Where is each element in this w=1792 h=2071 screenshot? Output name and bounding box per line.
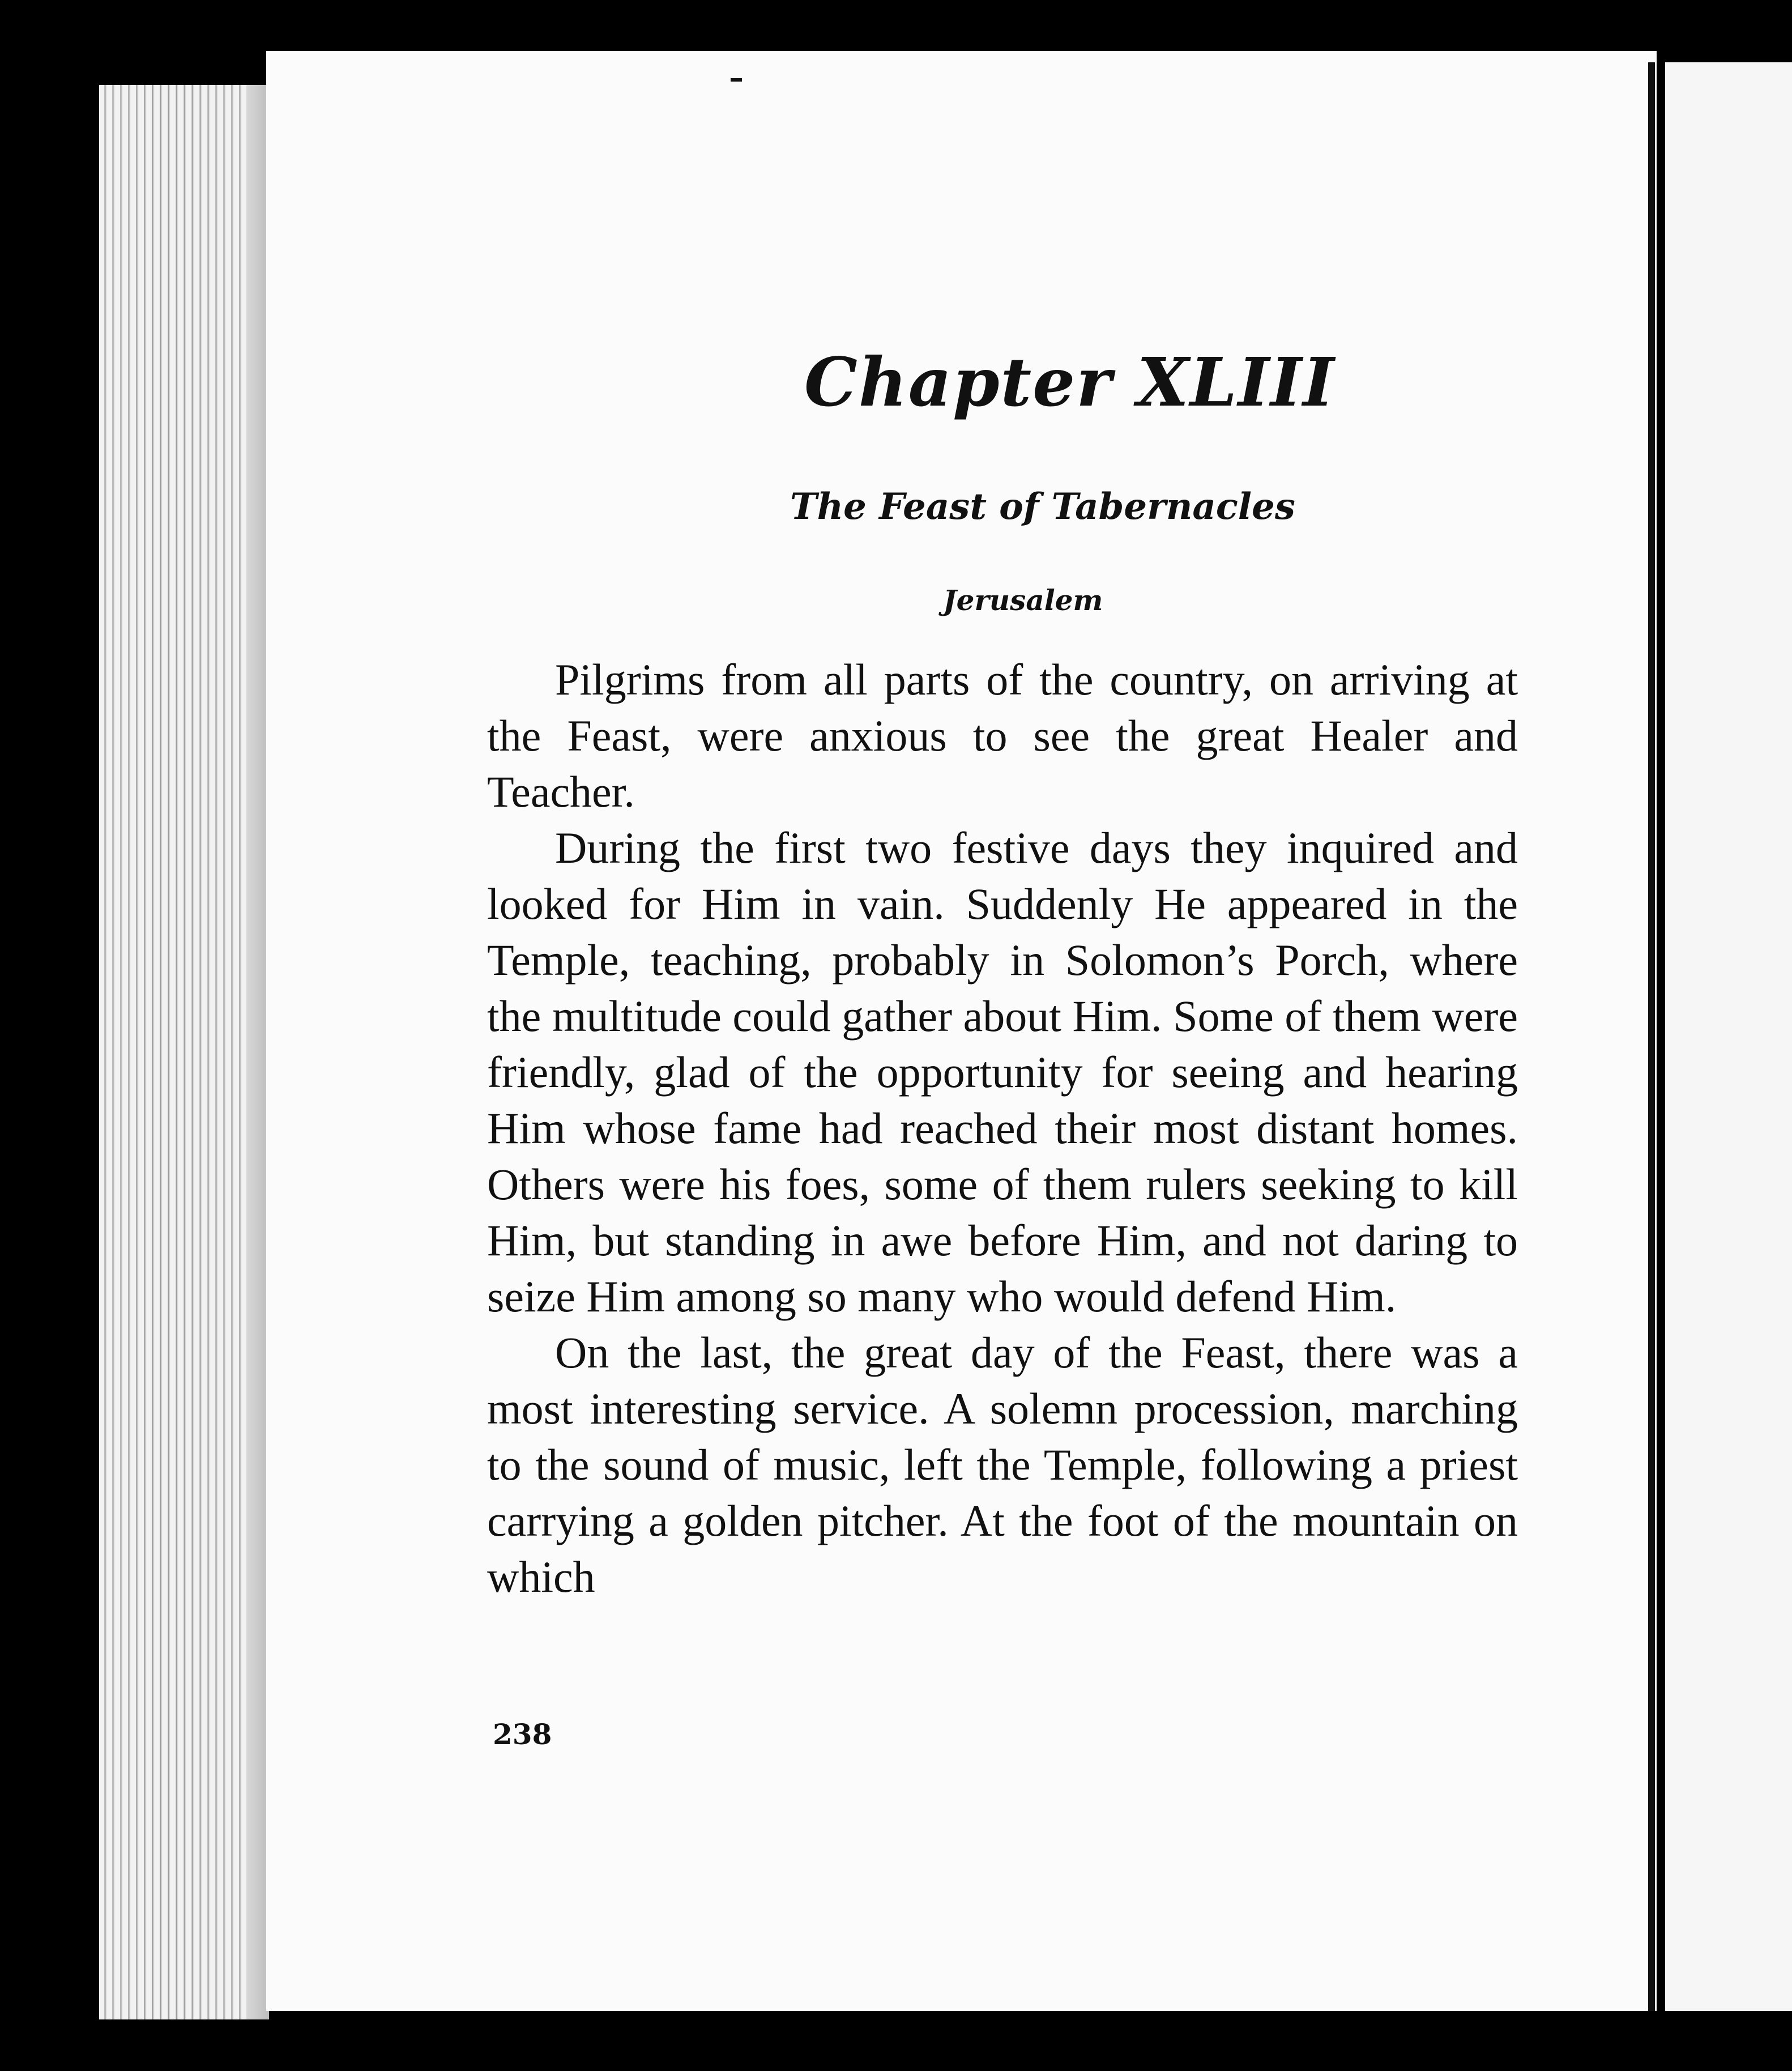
chapter-subtitle: The Feast of Tabernacles bbox=[790, 485, 1295, 528]
body-text bbox=[487, 651, 1518, 1605]
chapter-title: Chapter XLIII bbox=[804, 343, 1336, 421]
page-number: 238 bbox=[493, 1718, 552, 1751]
facing-page-edge bbox=[1665, 62, 1792, 2011]
paragraph: Pilgrims from all parts of the country, on arriving at the Feast, were anxious to see the great Healer and Teacher. bbox=[487, 655, 1518, 816]
gutter-line bbox=[1648, 62, 1655, 2011]
page-edges bbox=[99, 85, 269, 2019]
chapter-location: Jerusalem bbox=[943, 583, 1103, 617]
paragraph: During the first two festive days they inquired and looked for Him in vain. Suddenly He appeared in the Temple, teaching, probably in Solomon’s Porch, where the multitude could gather about Him. Some of them were friendly, glad of the opportunity for seeing and hearing Him whose fame had reached their most distant homes. Others were his foes, some of them rulers seeking to kill Him, but standing in awe before Him, and not daring to seize Him among so many who would defend Him. bbox=[487, 823, 1518, 1321]
print-mark bbox=[731, 78, 742, 82]
paragraph: On the last, the great day of the Feast, there was a most interesting service. A solemn procession, marching to the sound of music, left the Temple, following a priest carrying a golden pitcher. At the foot of the mountain on which bbox=[487, 1328, 1518, 1601]
